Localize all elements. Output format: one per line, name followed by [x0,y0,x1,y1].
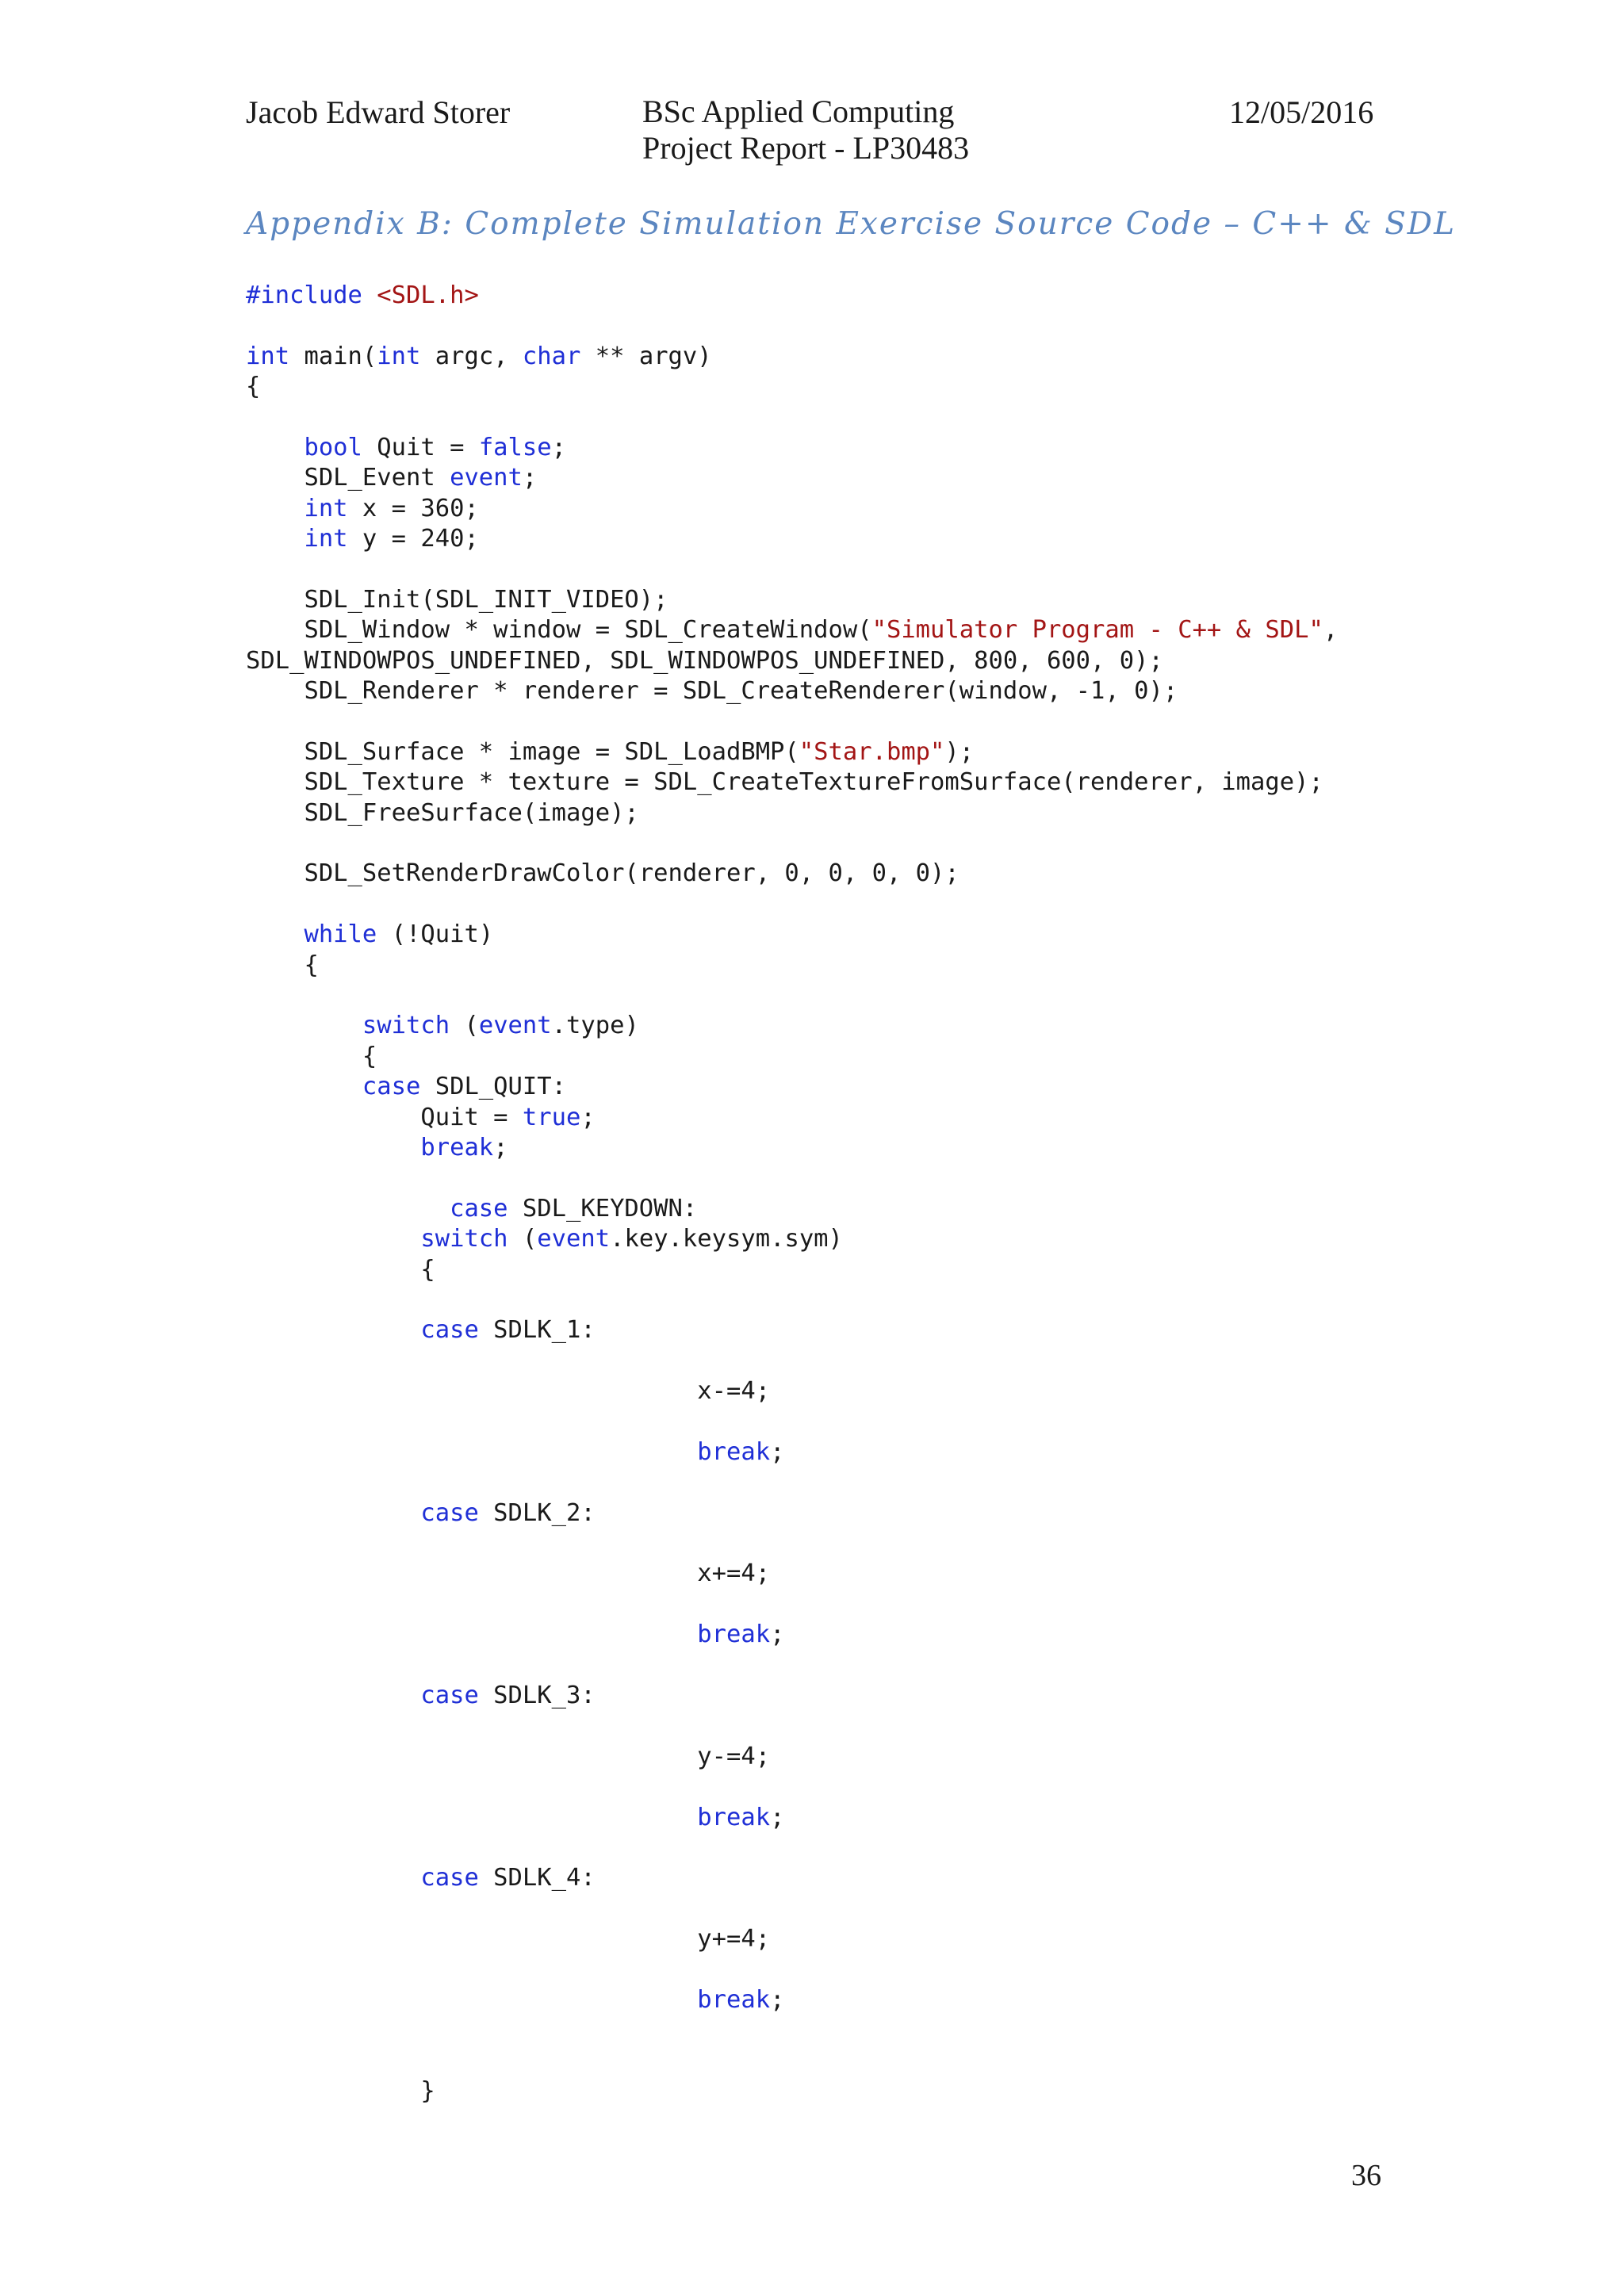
code-line: int y = 240; [304,525,479,553]
code-line-blank [246,1163,1338,1193]
code-line: bool Quit = false; [304,433,567,461]
code-line: SDL_Renderer * renderer = SDL_CreateRenderer(window, -1, 0); [246,677,1178,706]
code-line: int x = 360; [304,494,479,522]
code-line: break; [697,1803,785,1831]
code-line-blank [246,706,1338,737]
page-number: 36 [1351,2159,1381,2192]
code-line-blank [246,1468,1338,1498]
code-line-blank [246,1346,1338,1376]
code-line: case SDLK_3: [420,1681,596,1709]
code-line-blank [246,555,1338,585]
appendix-title: Appendix B: Complete Simulation Exercise Source Code – C++ & SDL [246,206,1456,242]
code-line: #include <SDL.h> [246,281,479,309]
code-line-blank [246,890,1338,920]
code-line-blank [246,1772,1338,1802]
code-line-blank [246,1651,1338,1681]
header-course: BSc Applied Computing [642,94,955,129]
code-line-blank [246,1711,1338,1741]
code-line-blank [246,1529,1338,1559]
code-line: while (!Quit) [304,920,494,949]
header-author: Jacob Edward Storer [246,94,511,130]
code-line: x-=4; [246,1377,771,1406]
code-line-blank [246,1590,1338,1620]
code-line: SDL_FreeSurface(image); [246,798,639,827]
source-code-block [246,281,1338,2107]
header-date: 12/05/2016 [1229,94,1374,130]
code-line: Quit = true; [246,1103,596,1131]
code-line-blank [246,981,1338,1011]
code-line-blank [246,1833,1338,1863]
code-line-blank [246,1954,1338,1984]
code-line: { [246,1255,435,1284]
page-header [0,94,1624,181]
code-line-blank [246,828,1338,859]
header-center [642,94,969,166]
code-line: } [246,2077,435,2106]
code-line: break; [420,1133,508,1161]
code-line-blank [246,2015,1338,2045]
code-line-blank [246,403,1338,433]
code-line: case SDL_KEYDOWN: [450,1194,698,1223]
code-line: case SDLK_2: [420,1498,596,1527]
code-line-blank [246,311,1338,341]
code-line: switch (event.key.keysym.sym) [420,1225,843,1253]
code-line: case SDLK_1: [420,1316,596,1345]
code-line-blank [246,1406,1338,1437]
code-line: break; [697,1985,785,2014]
code-line: break; [697,1621,785,1649]
code-line: break; [697,1437,785,1466]
code-line: int main(int argc, char ** argv) [246,342,712,370]
code-line: SDL_Window * window = SDL_CreateWindow("Simulator Program - C++ & SDL", [246,616,1339,645]
header-report: Project Report - LP30483 [642,130,970,166]
code-line: y-=4; [246,1742,771,1770]
code-line: { [246,951,319,979]
code-line-blank [246,1285,1338,1315]
code-line: case SDLK_4: [420,1864,596,1892]
code-line-blank [246,2046,1338,2076]
code-line-blank [246,1894,1338,1924]
code-line: SDL_WINDOWPOS_UNDEFINED, SDL_WINDOWPOS_UNDEFINED, 800, 600, 0); [246,646,1163,675]
code-line: SDL_Init(SDL_INIT_VIDEO); [246,585,668,614]
code-line: { [246,373,261,401]
code-line: SDL_Surface * image = SDL_LoadBMP("Star.bmp"); [246,737,975,766]
code-line: SDL_SetRenderDrawColor(renderer, 0, 0, 0, 0); [246,859,959,888]
code-line: SDL_Event event; [246,464,538,492]
code-line: switch (event.type) [362,1012,639,1040]
code-line: x+=4; [246,1559,771,1588]
code-line: { [246,1042,377,1070]
code-line: SDL_Texture * texture = SDL_CreateTextureFromSurface(renderer, image); [246,768,1323,797]
code-line: case SDL_QUIT: [362,1073,566,1101]
code-line: y+=4; [246,1925,771,1954]
